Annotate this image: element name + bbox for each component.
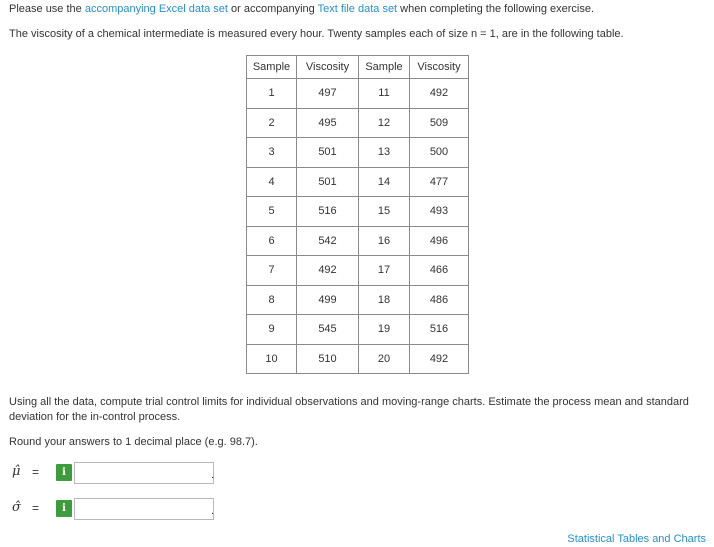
period: . (211, 469, 215, 481)
text-file-data-link[interactable]: Text file data set (317, 3, 398, 15)
sample-cell: 14 (359, 167, 410, 197)
sample-cell: 6 (247, 226, 297, 256)
sample-cell: 12 (359, 108, 410, 138)
problem-statement: The viscosity of a chemical intermediate is measured every hour. Twenty samples each of size n = 1, are in the following table. (9, 28, 624, 40)
table-row (247, 167, 469, 197)
mu-hat-input[interactable] (74, 462, 214, 484)
viscosity-cell: 501 (297, 167, 359, 197)
sample-cell: 17 (359, 256, 410, 286)
sample-cell: 5 (247, 197, 297, 227)
equals-sign: = (32, 465, 40, 479)
sample-cell: 10 (247, 344, 297, 374)
sample-cell: 4 (247, 167, 297, 197)
sample-cell: 1 (247, 79, 297, 109)
statistical-tables-link[interactable]: Statistical Tables and Charts (567, 533, 706, 545)
viscosity-cell: 492 (297, 256, 359, 286)
excel-data-link[interactable]: accompanying Excel data set (84, 3, 228, 15)
equals-sign: = (32, 501, 40, 515)
viscosity-cell: 496 (410, 226, 469, 256)
table-row (247, 138, 469, 168)
rounding-instruction: Round your answers to 1 decimal place (e.g. 98.7). (9, 436, 258, 448)
mu-hat-answer-row (9, 462, 229, 484)
sample-cell: 15 (359, 197, 410, 227)
info-icon[interactable]: i (56, 500, 72, 517)
sigma-hat-answer-row (9, 498, 229, 520)
table-row (247, 108, 469, 138)
viscosity-cell: 477 (410, 167, 469, 197)
viscosity-cell: 510 (297, 344, 359, 374)
viscosity-cell: 509 (410, 108, 469, 138)
sample-cell: 16 (359, 226, 410, 256)
sigma-hat-symbol: σ̂ (12, 500, 21, 515)
viscosity-table (246, 55, 469, 374)
info-icon[interactable]: i (56, 464, 72, 481)
sample-cell: 18 (359, 285, 410, 315)
table-row (247, 315, 469, 345)
sample-cell: 11 (359, 79, 410, 109)
sample-cell: 2 (247, 108, 297, 138)
sample-cell: 7 (247, 256, 297, 286)
sample-cell: 20 (359, 344, 410, 374)
table-row (247, 344, 469, 374)
viscosity-cell: 501 (297, 138, 359, 168)
header-sample: Sample (359, 56, 410, 79)
viscosity-cell: 492 (410, 344, 469, 374)
viscosity-cell: 545 (297, 315, 359, 345)
sample-cell: 19 (359, 315, 410, 345)
period: . (211, 505, 215, 517)
viscosity-cell: 497 (297, 79, 359, 109)
header-viscosity: Viscosity (410, 56, 469, 79)
viscosity-cell: 466 (410, 256, 469, 286)
viscosity-cell: 516 (297, 197, 359, 227)
table-row (247, 226, 469, 256)
sample-cell: 13 (359, 138, 410, 168)
viscosity-cell: 495 (297, 108, 359, 138)
table-row (247, 256, 469, 286)
viscosity-cell: 492 (410, 79, 469, 109)
viscosity-cell: 486 (410, 285, 469, 315)
table-row (247, 285, 469, 315)
sample-cell: 9 (247, 315, 297, 345)
viscosity-cell: 500 (410, 138, 469, 168)
table-row (247, 79, 469, 109)
sample-cell: 3 (247, 138, 297, 168)
intro-text: Please use the accompanying Excel data set or accompanying Text file data set when completing the following exercise. (9, 3, 595, 15)
sample-cell: 8 (247, 285, 297, 315)
table-row (247, 197, 469, 227)
viscosity-cell: 516 (410, 315, 469, 345)
header-sample: Sample (247, 56, 297, 79)
viscosity-cell: 499 (297, 285, 359, 315)
header-viscosity: Viscosity (297, 56, 359, 79)
viscosity-cell: 493 (410, 197, 469, 227)
table-header-row (247, 56, 469, 79)
mu-hat-symbol: μ̂ (12, 464, 21, 479)
task-text: Using all the data, compute trial control limits for individual observations and moving-range charts. Estimate the process mean and standard deviation for the in-control process. (9, 396, 689, 423)
viscosity-cell: 542 (297, 226, 359, 256)
sigma-hat-input[interactable] (74, 498, 214, 520)
